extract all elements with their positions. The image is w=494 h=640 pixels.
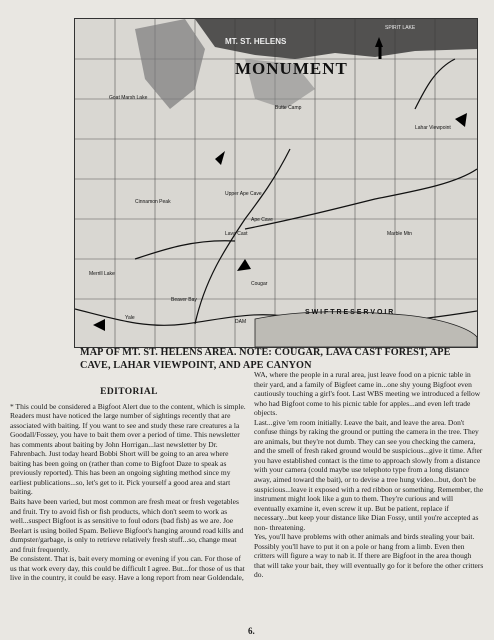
editorial-right-column (254, 370, 484, 580)
map-banner-top: MT. ST. HELENS (225, 37, 287, 46)
map-label-merrill-lake: Merrill Lake (89, 271, 115, 277)
map-label-lava-cast: Lava Cast (225, 231, 248, 237)
map-label-cougar: Cougar (251, 281, 268, 287)
page-number: 6. (248, 626, 255, 636)
map-label-beaver-bay: Beaver Bay (171, 297, 197, 303)
swift-reservoir (255, 312, 477, 347)
map-label-swift-reservoir: S W I F T R E S E R V O I R (305, 309, 394, 316)
map-label-butte-camp: Butte Camp (275, 105, 302, 111)
map-banner-main: MONUMENT (235, 59, 348, 78)
map-label-lahar-viewpoint: Lahar Viewpoint (415, 125, 451, 131)
map-label-dam: DAM (235, 319, 247, 325)
map-label-upper-ape-cave: Upper Ape Cave (225, 191, 262, 197)
map-label-marble-mtn: Marble Mtn (387, 231, 413, 237)
editorial-right-text: WA, where the people in a rural area, just leave food on a picnic table in their yard, and a family of Bigfeet came in...one shy young Bigfoot even cautiously touching a girl's foot. Last WBS meeting we introduced a fellow who had Bigfoot come to his picnic table for apples...and even left trade objects. Last...give 'em room initially. Leave the bait, and leave the area. Don't confuse things by raking the ground or putting the camera in the tree. They are animals, but they're not dumb. They can see you checking the camera, and the smell of fresh raked ground would be suspicious...give it time. After you have established contact is the time to approach slowly from a distance with your camera (could maybe use telephoto type from a long distance away, aimed toward the bait), or to devise a tree hung video...but, don't be suspicious...leave it exposed with a red ribbon or something. Remember, the instrument might look like a gun to them. They're curious and will eventually examine it, even screw it up. But be patient, replace if necessary...but keep your distance like Dian Fossy, until you're accepted as non- threatening. Yes, you'll have problems with other animals and birds stealing your bait. Possibly you'll have to put it on a pole or hang from a limb. Even then critters will figure a way to nab it. If there are Bigfoot in the area though that will take your bait, they will eventually go for it before the other critters do. (254, 370, 484, 580)
map-label-spirit-lake: SPIRIT LAKE (385, 25, 416, 31)
map-caption: MAP OF MT. ST. HELENS AREA. NOTE: COUGAR, LAVA CAST FOREST, APE CAVE, LAHAR VIEWPOINT, AND APE CANYON (80, 347, 451, 371)
area-map (74, 18, 478, 348)
editorial-left-text: * This could be considered a Bigfoot Alert due to the content, which is simple. Readers must have noticed the large number of sightings recently that are associated with baiting. If you want to see and study these rare creatures a la Goodall/Fossey, you have to bait them over a period of time. This newsletter has comments about baiting by John Horrigan...last newsletter by Dr. Fahrenbach. Just today heard Bobbi Short will be going to an area where baiting has been going on (rather than come to Bigfoot Daze to speak as previously reported). This has been an ongoing sighting method since my earliest publications...so, let's get to it. Pick yourself a good area and start baiting. Baits have been varied, but most common are fresh meat or fresh vegetables and fruit. Try to avoid fish or fish products, which don't seem to work as well...suspect Bigfoot is as sensitive to foul odors (bad fish) as we are. Joe Beelart is using boiled Spam. Believe Bigfoot's hanging around road kills and dumpster/garbage, is only to retrieve relatively fresh stuff...so, change meat and fruit frequently. Be consistent. That is, bait every morning or evening if you can. For those of us that work every day, this could be difficult I agree. But...for those of us that live in the country, it could be easy. Have a long report from near Goldendale, (10, 401, 246, 583)
map-label-yale: Yale (125, 315, 135, 321)
editorial-heading: EDITORIAL (100, 387, 158, 397)
map-label-ape-cave: Ape Cave (251, 217, 273, 223)
editorial-left-column (10, 388, 248, 583)
map-label-cinnamon-peak: Cinnamon Peak (135, 199, 171, 205)
map-label-goat-marsh: Goat Marsh Lake (109, 95, 148, 101)
